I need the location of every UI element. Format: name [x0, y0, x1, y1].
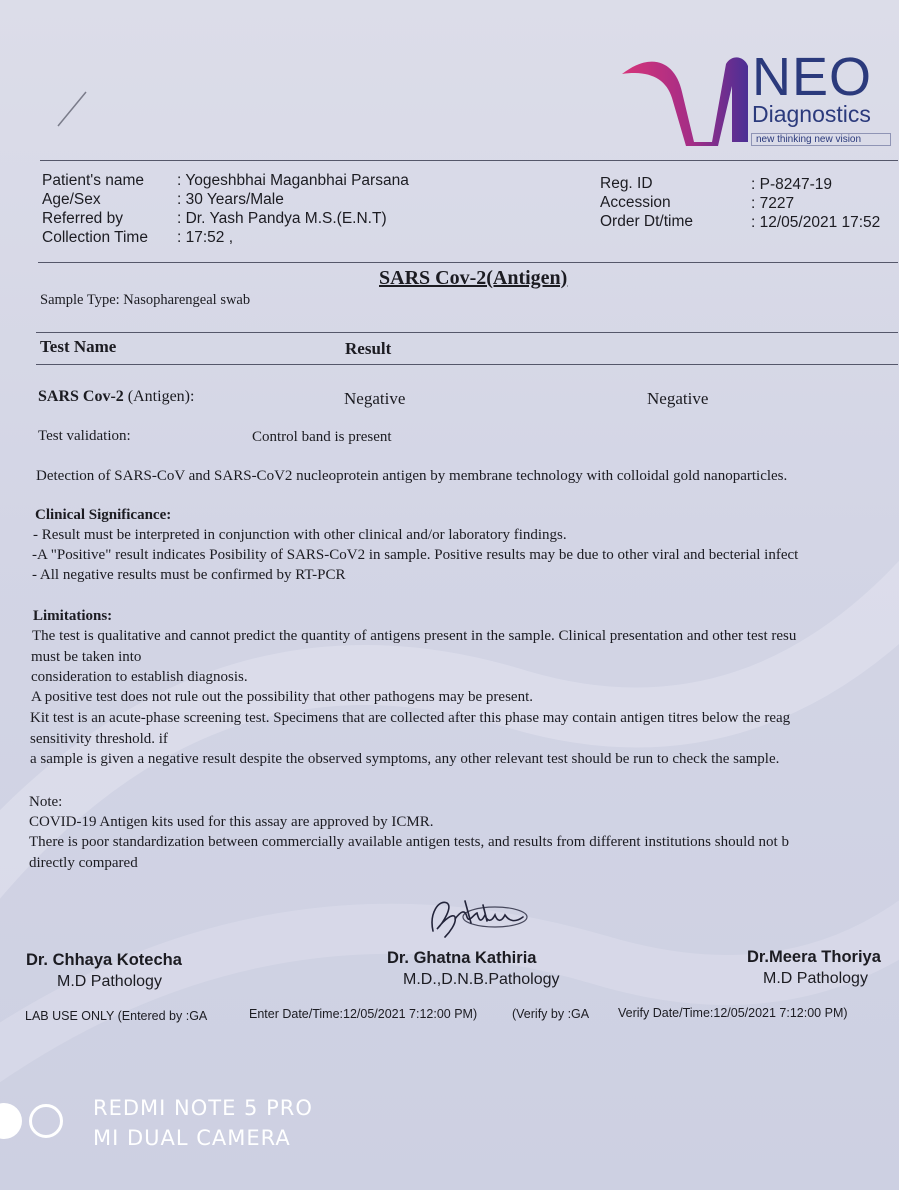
limitations-line: must be taken into — [31, 649, 142, 665]
patient-name-value: : Yogeshbhai Maganbhai Parsana — [177, 172, 409, 189]
note-line: COVID-19 Antigen kits used for this assay are approved by ICMR. — [29, 814, 434, 830]
order-dt-label: Order Dt/time — [600, 213, 694, 230]
limitations-line: consideration to establish diagnosis. — [31, 669, 248, 685]
clinical-line: - Result must be interpreted in conjunction with other clinical and/or laboratory findings. — [33, 527, 567, 543]
col-result: Result — [345, 339, 392, 358]
note-heading: Note: — [29, 794, 63, 810]
validation-label: Test validation: — [38, 428, 131, 444]
signatory-name: Dr.Meera Thoriya — [747, 948, 881, 966]
clinical-heading: Clinical Significance: — [35, 507, 172, 523]
test-name-bold: SARS Cov-2 — [38, 388, 124, 405]
referred-by-label: Referred by — [42, 210, 123, 227]
age-sex-label: Age/Sex — [42, 191, 101, 208]
accession-value: : 7227 — [751, 195, 795, 212]
result-value: Negative — [344, 389, 406, 408]
age-sex-value: : 30 Years/Male — [177, 191, 284, 208]
clinical-line: - All negative results must be confirmed by RT-PCR — [32, 567, 346, 583]
sample-type: Sample Type: Nasopharengeal swab — [40, 292, 251, 308]
signature-image — [425, 893, 535, 941]
logo-tagline: new thinking new vision — [756, 134, 862, 145]
col-test-name: Test Name — [40, 337, 117, 356]
enter-datetime: Enter Date/Time:12/05/2021 7:12:00 PM) — [249, 1007, 478, 1021]
order-dt-value: : 12/05/2021 17:52 — [751, 214, 881, 231]
camera-dot-ring — [29, 1104, 63, 1138]
patient-name-label: Patient's name — [42, 172, 145, 189]
collection-time-value: : 17:52 , — [177, 229, 234, 246]
signatory-degree: M.D Pathology — [763, 970, 868, 987]
neo-logo-icon — [620, 52, 750, 148]
reg-id-label: Reg. ID — [600, 175, 653, 192]
validation-value: Control band is present — [252, 429, 392, 445]
logo-subtitle: Diagnostics — [752, 101, 871, 127]
signatory-name: Dr. Ghatna Kathiria — [387, 949, 537, 967]
detection-method: Detection of SARS-CoV and SARS-CoV2 nucleoprotein antigen by membrane technology with colloidal gold nanoparticles. — [36, 468, 788, 484]
collection-time-label: Collection Time — [42, 229, 148, 246]
accession-label: Accession — [600, 194, 671, 211]
limitations-line: a sample is given a negative result despite the observed symptoms, any other relevant test should be run to check the sample. — [30, 751, 780, 767]
clinical-line: -A "Positive" result indicates Posibility of SARS-CoV2 in sample. Positive results may be due to other viral and becterial infect — [32, 547, 799, 563]
header-top-rule — [40, 160, 898, 161]
logo-name: NEO — [752, 47, 873, 107]
limitations-line: A positive test does not rule out the possibility that other pathogens may be present. — [31, 689, 534, 705]
signatory-name: Dr. Chhaya Kotecha — [26, 951, 182, 969]
verify-by: (Verify by :GA — [512, 1007, 590, 1021]
table-header-top-rule — [36, 332, 898, 333]
test-row-name — [38, 388, 194, 406]
limitations-line: Kit test is an acute-phase screening test. Specimens that are collected after this phase may contain antigen titres below the reag — [30, 710, 791, 726]
referred-by-value: : Dr. Yash Pandya M.S.(E.N.T) — [177, 210, 387, 227]
report-title: SARS Cov-2(Antigen) — [379, 267, 568, 289]
result-value-secondary: Negative — [647, 389, 709, 408]
note-line: directly compared — [29, 855, 138, 871]
limitations-line: sensitivity threshold. if — [30, 731, 168, 747]
limitations-line: The test is qualitative and cannot predict the quantity of antigens present in the sample. Clinical presentation and other test resu — [32, 628, 797, 644]
test-name-rest: (Antigen): — [123, 388, 195, 405]
camera-type: MI DUAL CAMERA — [93, 1126, 291, 1150]
note-line: There is poor standardization between commercially available antigen tests, and results from different institutions should not b — [29, 834, 789, 850]
signatory-degree: M.D Pathology — [57, 973, 162, 990]
limitations-heading: Limitations: — [33, 608, 113, 624]
lab-use-entered: LAB USE ONLY (Entered by :GA — [25, 1009, 208, 1023]
header-bottom-rule — [38, 262, 898, 263]
table-header-bottom-rule — [36, 364, 898, 365]
verify-datetime: Verify Date/Time:12/05/2021 7:12:00 PM) — [618, 1006, 848, 1020]
reg-id-value: : P-8247-19 — [751, 176, 832, 193]
camera-model: REDMI NOTE 5 PRO — [93, 1096, 313, 1120]
signatory-degree: M.D.,D.N.B.Pathology — [403, 971, 560, 988]
